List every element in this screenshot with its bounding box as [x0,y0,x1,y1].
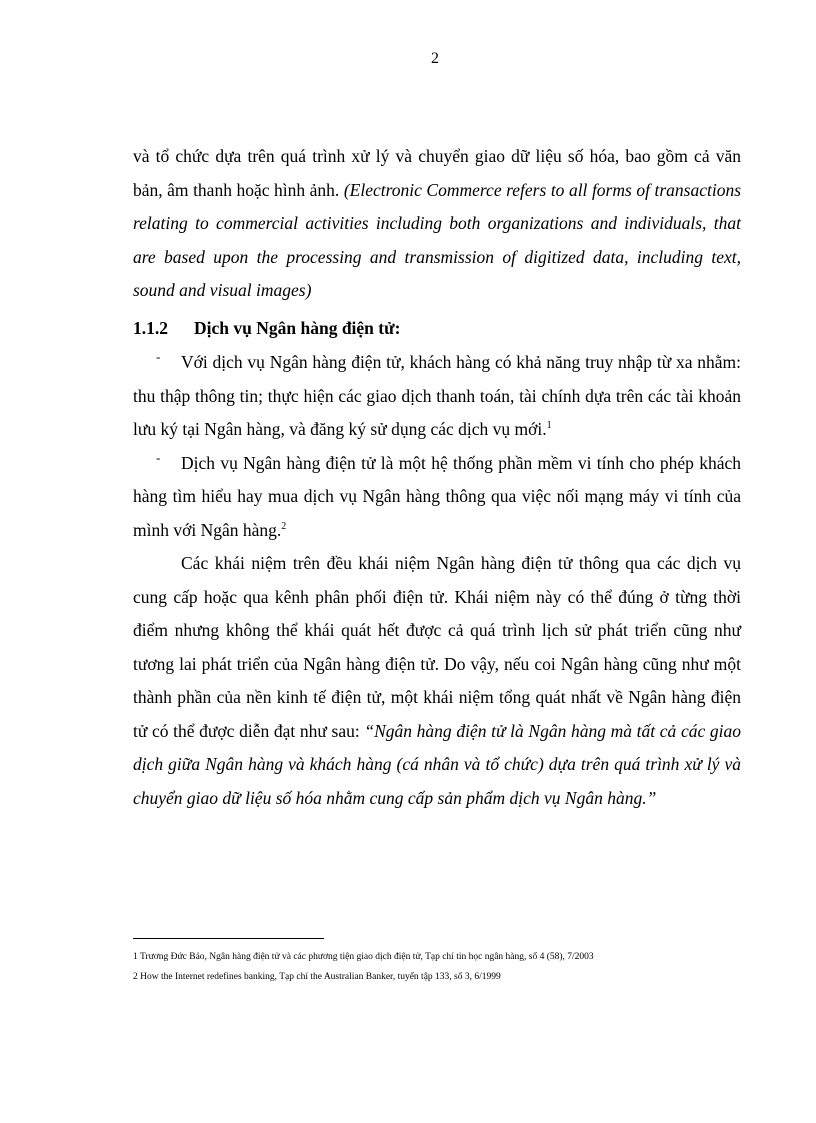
footnote-2: 2 How the Internet redefines banking, Tạp chí the Australian Banker, tuyển tập 133, số 3, 6/1999 [133,972,501,982]
paragraph-text: Các khái niệm trên đều khái niệm Ngân hàng điện tử thông qua các dịch vụ cung cấp hoặc qua kênh phân phối điện tử. Khái niệm này có thể đúng ở từng thời điểm nhưng không thể khái quát hết được cả quá trình lịch sử phát triển cũng như tương lai phát triển của Ngân hàng điện tử. Do vậy, nếu coi Ngân hàng cũng như một thành phần của nền kinh tế điện tử, một khái niệm tổng quát nhất về Ngân hàng điện tử có thể được diễn đạt như sau: [133,553,741,741]
bullet-text: Với dịch vụ Ngân hàng điện tử, khách hàng có khả năng truy nhập từ xa nhằm: thu thập thông tin; thực hiện các giao dịch thanh toán, tài chính dựa trên các tài khoản lưu ký tại Ngân hàng, và đăng ký sử dụng các dịch vụ mới. [133,352,741,439]
section-title: Dịch vụ Ngân hàng điện tử: [194,317,401,338]
paragraph-italic-quote: “Ngân hàng điện tử là Ngân hàng mà tất cả các giao dịch giữa Ngân hàng và khách hàng (cá nhân và tổ chức) dựa trên quá trình xử lý và chuyển giao dữ liệu số hóa nhằm cung cấp sản phẩm dịch vụ Ngân hàng.” [133,720,741,808]
bullet-marker: - [156,449,161,465]
document-body [133,140,741,815]
bullet-item-1 [133,346,741,447]
footnote-ref: 2 [281,520,287,532]
bullet-marker: - [156,349,161,364]
bullet-item-2 [133,447,741,548]
page-number: 2 [431,50,439,67]
footnote-1: 1 Trương Đức Bảo, Ngân hàng điện tử và các phương tiện giao dịch điện tử, Tạp chí tin học ngân hàng, số 4 (58), 7/2003 [133,952,594,962]
section-number: 1.1.2 [133,317,168,338]
paragraph-general-definition [133,547,741,815]
section-heading [133,312,741,346]
footnote-separator [133,938,324,939]
paragraph-ecommerce-definition [133,140,741,308]
paragraph-italic-quote: (Electronic Commerce refers to all forms of transactions relating to commercial activities including both organizations and individuals, that are based upon the processing and transmission of digitized data, including text, sound and visual images) [133,179,742,300]
paragraph-text: và tổ chức dựa trên quá trình xử lý và chuyển giao dữ liệu số hóa, bao gồm cả văn bản, âm thanh hoặc hình ảnh. [133,146,741,200]
bullet-text: Dịch vụ Ngân hàng điện tử là một hệ thống phần mềm vi tính cho phép khách hàng tìm hiểu hay mua dịch vụ Ngân hàng thông qua việc nối mạng máy vi tính của mình với Ngân hàng. [133,452,741,540]
footnotes [133,947,753,987]
footnote-ref: 1 [546,420,552,431]
